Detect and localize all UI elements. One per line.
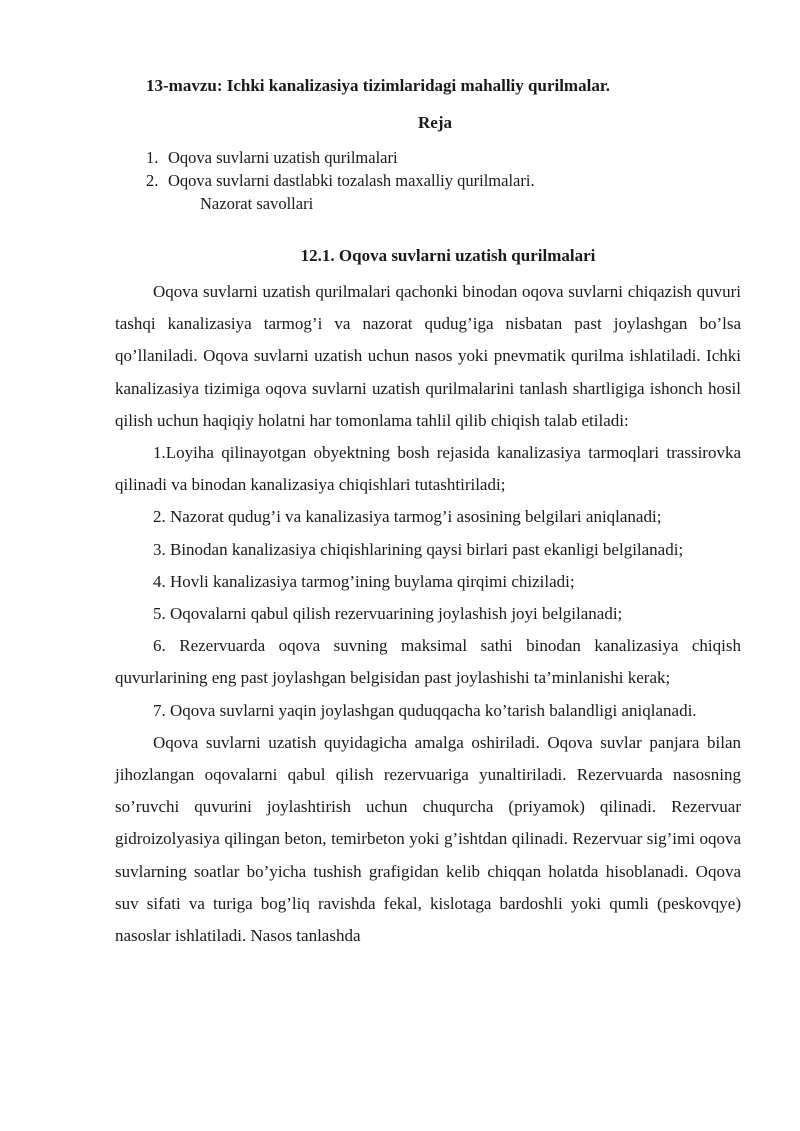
paragraph: 3. Binodan kanalizasiya chiqishlarining qaysi birlari past ekanligi belgilanadi; [153,539,684,559]
plan-sub-item: Nazorat savollari [200,194,314,213]
paragraph: 4. Hovli kanalizasiya tarmog’ining buylama qirqimi chiziladi; [153,571,575,591]
plan-heading: Reja [418,113,452,132]
plan-item-number: 2. [146,171,159,190]
paragraph: 7. Oqova suvlarni yaqin joylashgan quduqqacha ko’tarish balandligi aniqlanadi. [153,700,697,720]
plan-item-number: 1. [146,148,159,167]
section-heading: 12.1. Oqova suvlarni uzatish qurilmalari [300,246,596,265]
paragraph: 2. Nazorat qudug’i va kanalizasiya tarmog’i asosining belgilari aniqlanadi; [153,507,662,527]
document-title: 13-mavzu: Ichki kanalizasiya tizimlaridagi mahalliy qurilmalar. [146,76,611,95]
paragraph: Oqova suvlarni uzatish qurilmalari qachonki binodan oqova suvlarni chiqazish quvuri tashqi kanalizasiya tarmog’i va nazorat qudug’iga nisbatan past joylashgan bo’lsa qo’llaniladi. Oqova suvlarni uzatish uchun nasos yoki pnevmatik qurilma ishlatiladi. Ichki kanalizasiya tizimiga oqova suvlarni uzatish qurilmalarini tanlash shartligiga ishonch hosil qilish uchun haqiqiy holatni har tomonlama tahlil qilib chiqish talab etiladi: [115,282,741,430]
paragraph: 6. Rezervuarda oqova suvning maksimal sathi binodan kanalizasiya chiqish quvurlarining eng past joylashgan belgisidan past joylashishi ta’minlanishi kerak; [115,636,741,688]
paragraph: Oqova suvlarni uzatish quyidagicha amalga oshiriladi. Oqova suvlar panjara bilan jihozlangan oqovalarni qabul qilish rezervuariga yunaltiriladi. Rezervuarda nasosning so’ruvchi quvurini joylashtirish uchun chuqurcha (priyamok) qilinadi. Rezervuar gidroizolyasiya qilingan beton, temirbeton yoki g’ishtdan qilinadi. Rezervuar sig’imi oqova suvlarning soatlar bo’yicha tushish grafigidan kelib chiqqan holatda hisoblanadi. Oqova suv sifati va turiga bog’liq ravishda fekal, kislotaga bardoshli yoki qumli (peskovqye) nasoslar ishlatiladi. Nasos tanlashda [115,732,741,946]
plan-item-text: Oqova suvlarni uzatish qurilmalari [168,148,398,167]
plan-list [146,146,535,215]
body-text [115,276,741,952]
plan-item [146,146,535,169]
paragraph: 5. Oqovalarni qabul qilish rezervuarining joylashish joyi belgilanadi; [153,604,623,624]
plan-item-text: Oqova suvlarni dastlabki tozalash maxalliy qurilmalari. [168,171,535,190]
plan-item [146,169,535,192]
paragraph: 1.Loyiha qilinayotgan obyektning bosh rejasida kanalizasiya tarmoqlari trassirovka qilinadi va binodan kanalizasiya chiqishlari tutashtiriladi; [115,443,741,495]
